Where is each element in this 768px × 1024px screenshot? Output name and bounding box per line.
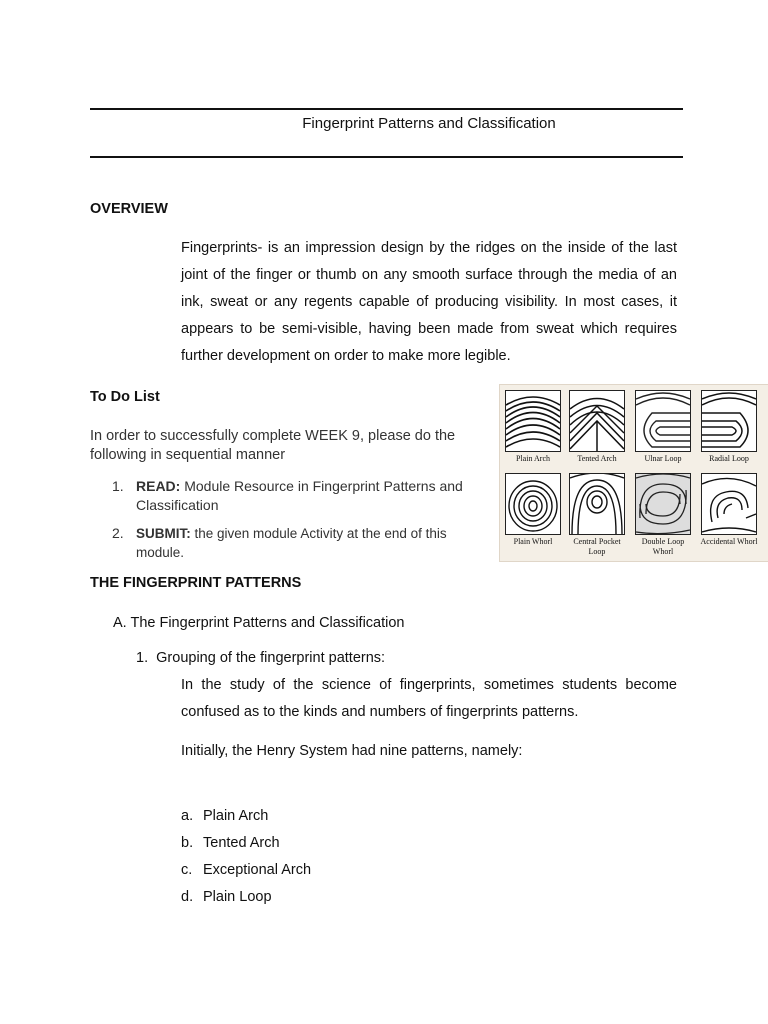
- radial-loop-icon: [702, 391, 756, 451]
- fp-label: Plain Whorl: [513, 537, 553, 546]
- todo-item-text: Module Resource in Fingerprint Patterns and Classification: [136, 478, 463, 513]
- fp-label: Double Loop Whorl: [641, 537, 685, 556]
- patterns-subheading: A. The Fingerprint Patterns and Classification: [113, 615, 405, 631]
- list-letter: c.: [181, 862, 193, 878]
- plain-arch-icon: [506, 391, 560, 451]
- list-text: Plain Loop: [203, 889, 272, 905]
- henry-system-paragraph: Initially, the Henry System had nine patterns, namely:: [181, 743, 523, 759]
- central-pocket-loop-icon: [570, 474, 624, 534]
- todo-item-keyword: SUBMIT:: [136, 526, 191, 541]
- fp-plain-arch: [503, 390, 563, 464]
- patterns-heading: THE FINGERPRINT PATTERNS: [90, 575, 302, 591]
- title-bottom-rule: [90, 156, 683, 158]
- list-item: [181, 808, 268, 824]
- fp-label: Ulnar Loop: [644, 454, 682, 463]
- list-text: Tented Arch: [203, 835, 280, 851]
- accidental-whorl-icon: [702, 474, 756, 534]
- list-letter: a.: [181, 808, 194, 824]
- tented-arch-icon: [570, 391, 624, 451]
- fp-label: Central Pocket Loop: [573, 537, 621, 556]
- fp-tented-arch: [567, 390, 627, 464]
- todo-heading: To Do List: [90, 389, 160, 405]
- fp-label: Plain Arch: [516, 454, 550, 463]
- grouping-item: 1. Grouping of the fingerprint patterns:: [136, 650, 386, 666]
- todo-item-number: 1.: [112, 478, 124, 494]
- list-text: Plain Arch: [203, 808, 269, 824]
- list-item: [181, 862, 311, 878]
- page-title: Fingerprint Patterns and Classification: [302, 115, 556, 132]
- fp-radial-loop: [699, 390, 759, 464]
- todo-item-submit: [112, 524, 502, 564]
- fp-ulnar-loop: [633, 390, 693, 464]
- todo-item-number: 2.: [112, 525, 124, 541]
- grouping-paragraph: In the study of the science of fingerprints, sometimes students become confused as to the kinds and numbers of fingerprints patterns.: [181, 677, 677, 720]
- overview-paragraph: Fingerprints- is an impression design by the ridges on the inside of the last joint of the finger or thumb on any smooth surface through the media of an ink, sweat or any regents capable of producing visibility. In most cases, it appears to be semi-visible, having been made from sweat which requires further development on order to make more legible.: [181, 240, 677, 364]
- fp-label: Accidental Whorl: [700, 537, 758, 546]
- todo-intro: In order to successfully complete WEEK 9, please do the following in sequential manner: [90, 428, 456, 463]
- todo-item-text: the given module Activity at the end of this module.: [136, 526, 447, 560]
- ulnar-loop-icon: [636, 391, 690, 451]
- fingerprint-patterns-figure: [499, 384, 768, 562]
- fp-accidental-whorl: [699, 473, 759, 547]
- overview-heading: OVERVIEW: [90, 201, 168, 217]
- list-item: [181, 835, 280, 851]
- list-letter: d.: [181, 889, 194, 905]
- plain-whorl-icon: [506, 474, 560, 534]
- fp-label: Radial Loop: [709, 454, 749, 463]
- top-rule: [90, 108, 683, 110]
- double-loop-whorl-icon: [636, 474, 690, 534]
- fp-central-pocket-loop: [567, 473, 627, 557]
- fp-double-loop-whorl: [633, 473, 693, 557]
- fp-label: Tented Arch: [577, 454, 617, 463]
- fp-plain-whorl: [503, 473, 563, 547]
- list-item: [181, 889, 272, 905]
- list-text: Exceptional Arch: [203, 862, 312, 878]
- todo-item-keyword: READ:: [136, 478, 181, 494]
- list-letter: b.: [181, 835, 194, 851]
- todo-item-read: [112, 477, 502, 517]
